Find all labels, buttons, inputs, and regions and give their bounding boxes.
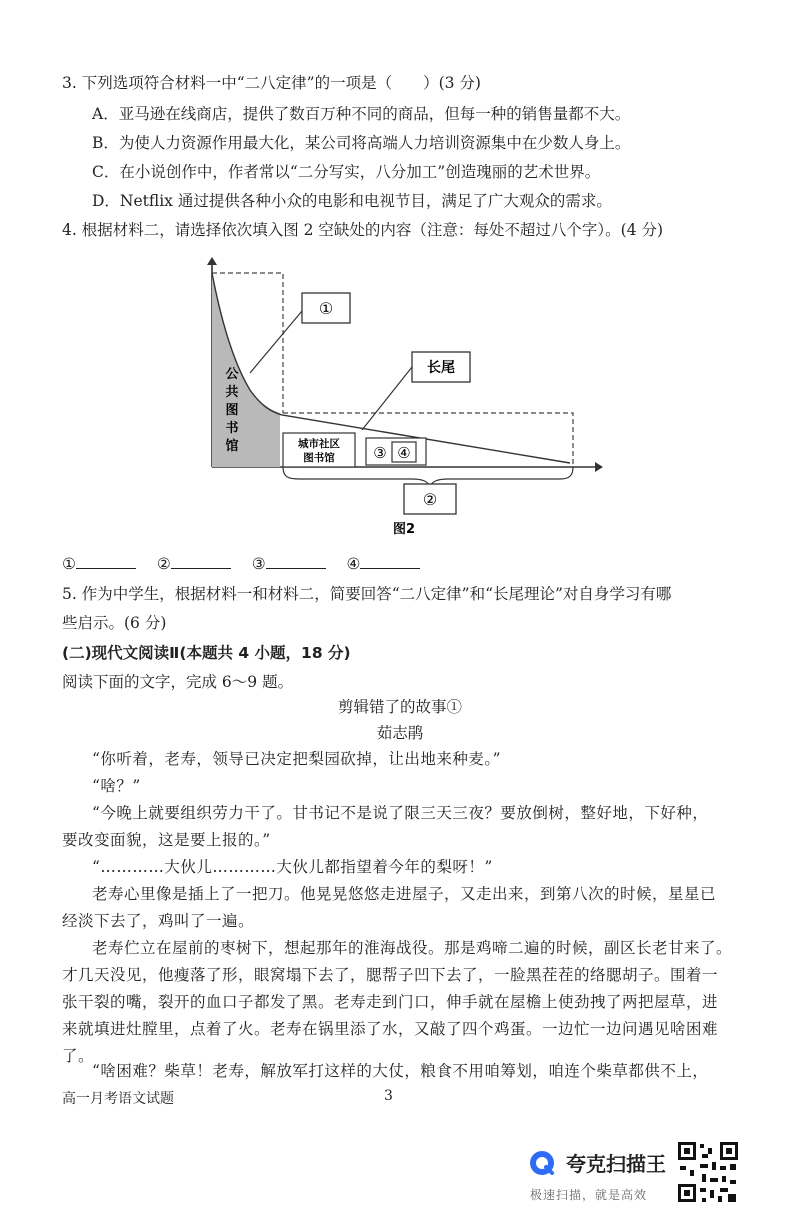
story-paragraph: 才几天没见，他瘦落了形，眼窝塌下去了，腮帮子凹下去了，一脸黑茬茬的络腮胡子。围着一: [62, 966, 719, 984]
y-axis-arrow: [207, 257, 217, 265]
story-paragraph: 经淡下去了，鸡叫了一遍。: [62, 912, 255, 930]
figure-caption: 图2: [392, 522, 416, 537]
box-1-label: ①: [318, 299, 334, 318]
answer-blanks: [62, 553, 436, 575]
long-tail-pointer: [362, 367, 412, 430]
qr-code-icon: [676, 1140, 740, 1204]
page-number: 3: [384, 1088, 393, 1104]
q5-line-2: 些启示。(6 分): [62, 614, 167, 632]
public-library-char-5: 馆: [225, 439, 239, 454]
story-paragraph: “啥困难？柴草！老寿，解放军打这样的大仗，粮食不用咱筹划，咱连个柴草都供不上，: [92, 1062, 709, 1080]
figure-2-diagram: [190, 255, 610, 540]
blank-4[interactable]: [360, 554, 420, 569]
section-instruction: 阅读下面的文字，完成 6～9 题。: [62, 673, 294, 691]
story-paragraph: 老寿心里像是插上了一把刀。他晃晃悠悠走进屋子，又走出来，到第八次的时候，星星已: [92, 885, 717, 903]
long-tail-label: 长尾: [427, 360, 455, 376]
scanner-watermark: [528, 1140, 798, 1210]
box-2-label: ②: [422, 490, 438, 509]
city-library-label-1: 城市社区: [298, 438, 340, 450]
public-library-char-1: 公: [225, 367, 239, 382]
story-paragraph: 张干裂的嘴，裂开的血口子都发了黑。老寿走到门口，伸手就在屋檐上使劲拽了两把屋草，进: [62, 993, 719, 1011]
box-1-pointer: [250, 311, 302, 373]
q3-option-c: C．在小说创作中，作者常以“二分写实，八分加工”创造瑰丽的艺术世界。: [92, 163, 601, 181]
public-library-char-4: 书: [225, 421, 239, 436]
q3-stem: 3. 下列选项符合材料一中“二八定律”的一项是（ ）(3 分): [62, 74, 481, 92]
story-title: 剪辑错了的故事①: [337, 698, 462, 716]
story-paragraph: 要改变面貌，这是要上报的。”: [62, 831, 271, 849]
blank-label-1: ①: [62, 555, 76, 573]
q5-line-1: 5. 作为中学生，根据材料一和材料二，简要回答“二八定律”和“长尾理论”对自身学习有哪: [62, 585, 672, 603]
blank-label-3: ③: [251, 555, 266, 573]
blank-label-2: ②: [156, 555, 171, 573]
blank-3[interactable]: [266, 554, 326, 569]
public-library-char-2: 共: [225, 385, 239, 400]
blank-2[interactable]: [171, 554, 231, 569]
story-paragraph: “…………大伙儿…………大伙儿都指望着今年的梨呀！”: [92, 858, 493, 876]
q3-option-d: D．Netflix 通过提供各种小众的电影和电视节目，满足了广大观众的需求。: [92, 192, 612, 210]
q3-option-a: A．亚马逊在线商店，提供了数百万种不同的商品，但每一种的销售量都不大。: [92, 105, 631, 123]
story-paragraph: 了。: [62, 1047, 95, 1065]
x-axis-arrow: [595, 462, 603, 472]
q3-option-b: B．为使人力资源作用最大化，某公司将高端人力培训资源集中在少数人身上。: [92, 134, 631, 152]
public-library-char-3: 图: [225, 403, 239, 418]
q4-stem: 4. 根据材料二，请选择依次填入图 2 空缺处的内容（注意：每处不超过八个字）。(4 分): [62, 221, 664, 239]
brand-tagline: 极速扫描，就是高效: [530, 1188, 648, 1202]
story-paragraph: “你听着，老寿，领导已决定把梨园砍掉，让出地来种麦。”: [92, 750, 502, 768]
story-paragraph: 老寿伫立在屋前的枣树下，想起那年的淮海战役。那是鸡啼二遍的时候，副区长老甘来了。: [92, 939, 733, 957]
section-heading: (二)现代文阅读Ⅱ(本题共 4 小题，18 分): [62, 644, 351, 662]
brand-name: 夸克扫描王: [566, 1152, 666, 1176]
city-library-label-2: 图书馆: [303, 452, 335, 464]
box-3-label: ③: [373, 444, 387, 462]
footer-exam-title: 高一月考语文试题: [62, 1091, 174, 1107]
blank-1[interactable]: [76, 554, 136, 569]
story-paragraph: 来就填进灶膛里，点着了火。老寿在锅里添了水，又敲了四个鸡蛋。一边忙一边问遇见啥困难: [62, 1020, 719, 1038]
story-author: 茹志鹃: [376, 724, 424, 742]
story-paragraph: “今晚上就要组织劳力干了。甘书记不是说了限三天三夜？要放倒树，整好地，下好种，: [92, 804, 709, 822]
box-4-label: ④: [397, 444, 411, 462]
quark-logo-icon: [528, 1149, 556, 1177]
head-shaded-area: [212, 273, 280, 467]
story-paragraph: “啥？”: [92, 777, 141, 795]
blank-label-4: ④: [346, 555, 361, 573]
